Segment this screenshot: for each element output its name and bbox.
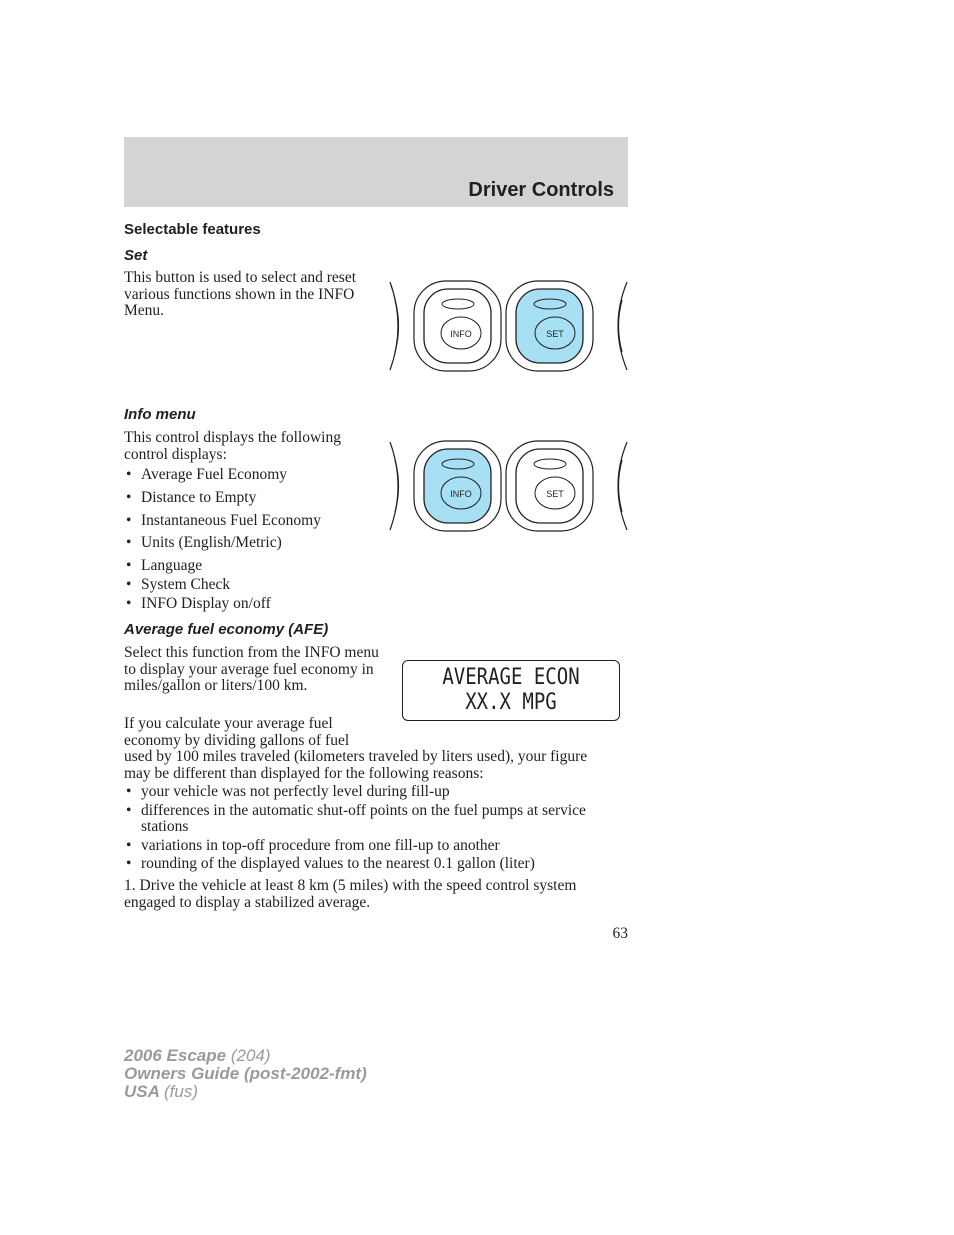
- set-button: [516, 449, 583, 523]
- footer-line-2: Owners Guide (post-2002-fmt): [124, 1064, 367, 1083]
- set-button: [516, 289, 583, 363]
- message-center-display: [402, 660, 620, 721]
- afe-step-1: 1. Drive the vehicle at least 8 km (5 miles) with the speed control system engaged to display a stabilized average.: [124, 877, 577, 911]
- footer-market: USA: [124, 1082, 160, 1101]
- footer-model-code: (204): [230, 1046, 271, 1065]
- float-spacer: [352, 716, 602, 749]
- list-item: • Units (English/Metric): [124, 535, 384, 558]
- set-button-illustration: [388, 278, 629, 374]
- set-description: This button is used to select and reset various functions shown in the INFO Menu.: [124, 269, 357, 319]
- footer: [124, 1047, 367, 1101]
- page-header-title: Driver Controls: [468, 179, 614, 201]
- list-item: • your vehicle was not perfectly level during fill-up: [124, 784, 602, 801]
- afe-paragraph-2: [124, 716, 602, 782]
- set-button-label: SET: [546, 329, 564, 339]
- info-menu-list: [124, 467, 384, 615]
- list-item: • differences in the automatic shut-off points on the fuel pumps at service stations: [124, 803, 602, 836]
- footer-line-1: [124, 1047, 367, 1065]
- list-item: • rounding of the displayed values to the nearest 0.1 gallon (liter): [124, 856, 602, 873]
- info-menu-heading: Info menu: [124, 406, 196, 423]
- header-band: [124, 137, 628, 207]
- set-button-label: SET: [546, 489, 564, 499]
- info-button: [424, 289, 491, 363]
- display-line-1: AVERAGE ECON: [442, 664, 580, 690]
- afe-reasons-list: [124, 784, 602, 873]
- list-item: • System Check: [124, 577, 384, 596]
- set-heading: Set: [124, 247, 148, 264]
- info-button-label: INFO: [450, 329, 472, 339]
- info-button: [424, 449, 491, 523]
- afe-heading: Average fuel economy (AFE): [124, 621, 329, 638]
- section-title: Selectable features: [124, 221, 261, 238]
- info-button-illustration: [388, 438, 629, 534]
- footer-market-code: (fus): [164, 1082, 198, 1101]
- list-item: • Distance to Empty: [124, 490, 384, 513]
- display-line-2: XX.X MPG: [465, 689, 557, 715]
- footer-line-3: [124, 1083, 367, 1101]
- afe-paragraph-2-text: If you calculate your average fuel economy by dividing gallons of fuel used by 100 miles traveled (kilometers traveled by liters used), your figure may be different than displayed for the following reasons:: [124, 715, 588, 782]
- list-item: • Average Fuel Economy: [124, 467, 384, 490]
- list-item: • Language: [124, 558, 384, 577]
- list-item: • variations in top-off procedure from one fill-up to another: [124, 838, 602, 855]
- afe-paragraph-1: Select this function from the INFO menu to display your average fuel economy in miles/gallon or liters/100 km.: [124, 644, 379, 694]
- info-menu-intro: This control displays the following control displays:: [124, 429, 341, 463]
- list-item: • INFO Display on/off: [124, 596, 384, 615]
- list-item: • Instantaneous Fuel Economy: [124, 513, 384, 535]
- page-number: 63: [612, 925, 628, 942]
- info-button-label: INFO: [450, 489, 472, 499]
- footer-model: 2006 Escape: [124, 1046, 227, 1065]
